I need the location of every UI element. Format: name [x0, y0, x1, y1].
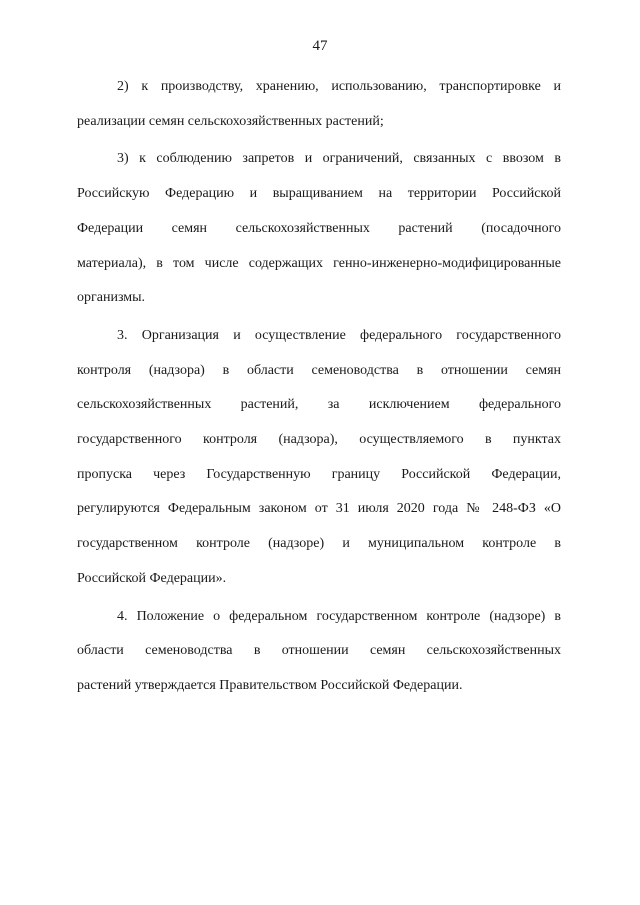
text-line: государственного контроля (надзора), осуществляемого в пунктах	[77, 432, 561, 448]
page-number: 47	[312, 38, 328, 54]
text-line: 2) к производству, хранению, использованию, транспортировке и	[117, 79, 561, 94]
text-line: 3) к соблюдению запретов и ограничений, связанных с ввозом в	[117, 151, 561, 167]
text-line: Российской Федерации».	[77, 570, 227, 586]
text-line: Российскую Федерацию и выращиванием на территории Российской	[77, 186, 561, 202]
text-line: контроля (надзора) в области семеноводства в отношении семян	[77, 362, 561, 378]
text-line: растений утверждается Правительством Российской Федерации.	[77, 677, 463, 693]
text-line: регулируются Федеральным законом от 31 июля 2020 года № 248-ФЗ «О	[77, 501, 561, 517]
paragraph-section-3	[77, 319, 561, 597]
text-line: пропуска через Государственную границу Российской Федерации,	[77, 466, 561, 482]
paragraph-2-item	[77, 70, 561, 139]
text-line: государственном контроле (надзоре) и муниципальном контроле в	[77, 536, 561, 552]
text-line: 3. Организация и осуществление федерального государственного	[117, 327, 561, 343]
text-line: сельскохозяйственных растений, за исключением федерального	[77, 397, 561, 413]
document-body	[77, 70, 561, 704]
text-line: области семеноводства в отношении семян сельскохозяйственных	[77, 643, 561, 659]
text-line: материала), в том числе содержащих генно-инженерно-модифицированные	[77, 255, 561, 271]
paragraph-section-4	[77, 600, 561, 704]
text-line: 4. Положение о федеральном государственном контроле (надзоре) в	[117, 608, 561, 624]
text-line: организмы.	[77, 290, 146, 306]
text-line: реализации семян сельскохозяйственных растений;	[77, 113, 384, 129]
paragraph-3-item	[77, 142, 561, 316]
text-line: Федерации семян сельскохозяйственных растений (посадочного	[77, 220, 561, 236]
